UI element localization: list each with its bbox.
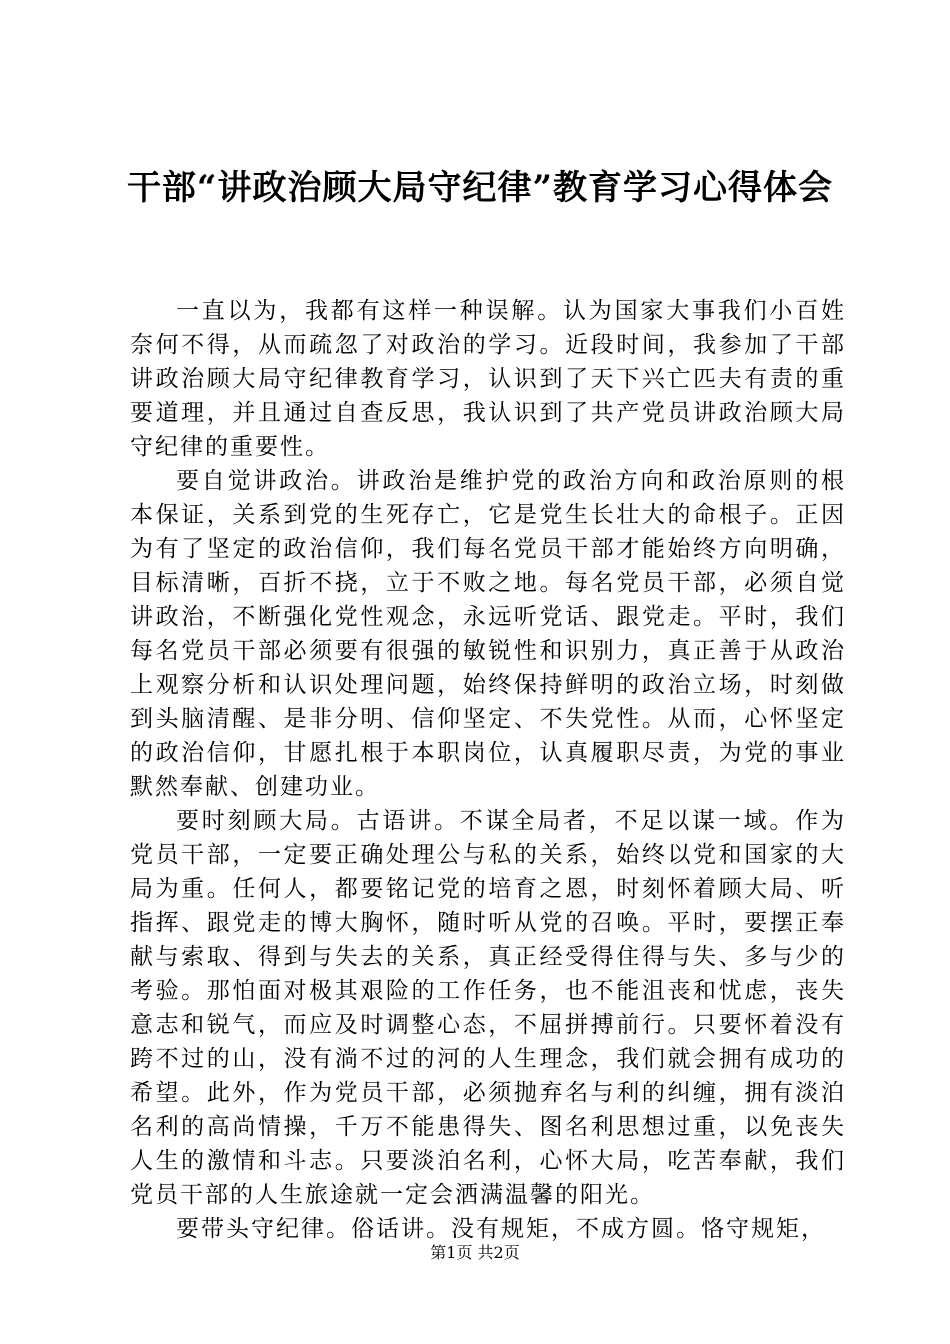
document-title: 干部“讲政治顾大局守纪律”教育学习心得体会 [126,168,834,208]
paragraph: 要带头守纪律。俗话讲。没有规矩，不成方圆。恪守规矩， [176,1216,826,1242]
paragraph: 一直以为，我都有这样一种误解。认为国家大事我们小百姓奈何不得，从而疏忽了对政治的学习。近段时间，我参加了干部讲政治顾大局守纪律教育学习，认识到了天下兴亡匹夫有责的重要道理，并且通过自查反思，我认识到了共产党员讲政治顾大局守纪律的重要性。 [130,298,846,460]
paragraph: 要时刻顾大局。古语讲。不谋全局者，不足以谋一域。作为党员干部，一定要正确处理公与私的关系，始终以党和国家的大局为重。任何人，都要铭记党的培育之恩，时刻怀着顾大局、听指挥、跟党走的博大胸怀，随时听从党的召唤。平时，要摆正奉献与索取、得到与失去的关系，真正经受得住得与失、多与少的考验。那怕面对极其艰险的工作任务，也不能沮丧和忧虑，丧失意志和锐气，而应及时调整心态，不屈拼搏前行。只要怀着没有跨不过的山，没有淌不过的河的人生理念，我们就会拥有成功的希望。此外，作为党员干部，必须抛弃名与利的纠缠，拥有淡泊名利的高尚情操，千万不能患得失、图名利思想过重，以免丧失人生的激情和斗志。只要淡泊名利，心怀大局，吃苦奉献，我们党员干部的人生旅途就一定会洒满温馨的阳光。 [130,808,846,1208]
paragraph: 要自觉讲政治。讲政治是维护党的政治方向和政治原则的根本保证，关系到党的生死存亡，它是党生长壮大的命根子。正因为有了坚定的政治信仰，我们每名党员干部才能始终方向明确，目标清晰，百折不挠，立于不败之地。每名党员干部，必须自觉讲政治，不断强化党性观念，永远听党话、跟党走。平时，我们每名党员干部必须要有很强的敏锐性和识别力，真正善于从政治上观察分析和认识处理问题，始终保持鲜明的政治立场，时刻做到头脑清醒、是非分明、信仰坚定、不失党性。从而，心怀坚定的政治信仰，甘愿扎根于本职岗位，认真履职尽责，为党的事业默然奉献、创建功业。 [130,468,846,800]
document-body [130,294,846,1246]
page-footer: 第1页 共2页 [430,1243,520,1262]
